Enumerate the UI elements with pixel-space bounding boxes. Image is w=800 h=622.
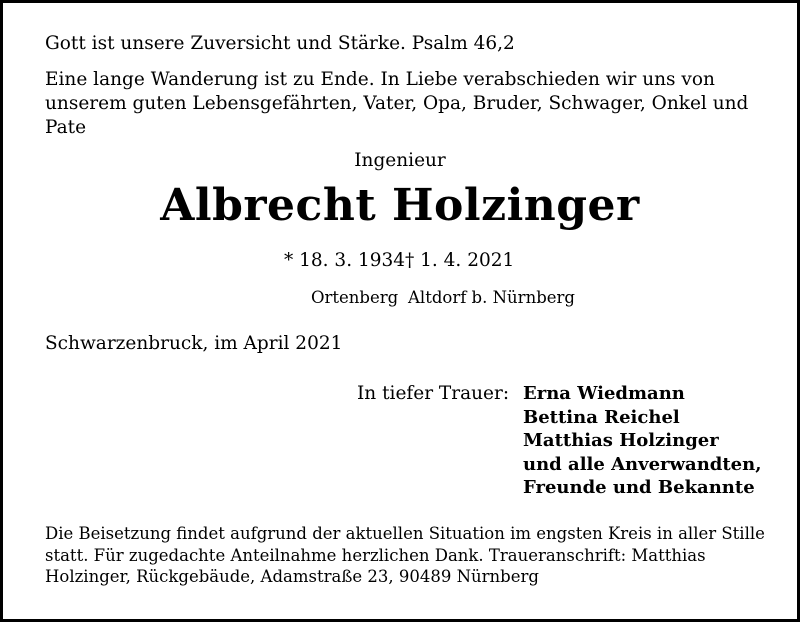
mourners-list — [523, 382, 761, 500]
deceased-name: Albrecht Holzinger — [160, 180, 640, 231]
death-place: Altdorf b. Nürnberg — [408, 288, 575, 307]
birth-date: * 18. 3. 1934 — [284, 250, 406, 271]
intro-text: Eine lange Wanderung ist zu Ende. In Liebe verabschieden wir uns von unserem guten Lebensgefährten, Vater, Opa, Bruder, Schwager, Onkel und Pate — [45, 69, 749, 138]
place-and-date: Schwarzenbruck, im April 2021 — [45, 333, 343, 354]
profession: Ingenieur — [354, 150, 446, 171]
mourner: Erna Wiedmann — [523, 383, 685, 404]
mourner: Freunde und Bekannte — [523, 477, 755, 498]
mourning-label: In tiefer Trauer: — [357, 383, 510, 404]
mourner: und alle Anverwandten, — [523, 453, 762, 475]
funeral-info: Die Beisetzung findet aufgrund der aktuellen Situation im engsten Kreis in aller Stille statt. Für zugedachte Anteilnahme herzlichen Dank. Traueranschrift: Matthias Holzinger, Rückgebäude, Adamstraße 23, 90489 Nürnberg — [45, 524, 765, 586]
birth-place: Ortenberg — [311, 288, 399, 307]
mourner: Matthias Holzinger — [523, 430, 719, 451]
death-date: † 1. 4. 2021 — [405, 250, 515, 271]
bible-verse: Gott ist unsere Zuversicht und Stärke. Psalm 46,2 — [45, 33, 515, 54]
mourner: Bettina Reichel — [523, 406, 680, 428]
